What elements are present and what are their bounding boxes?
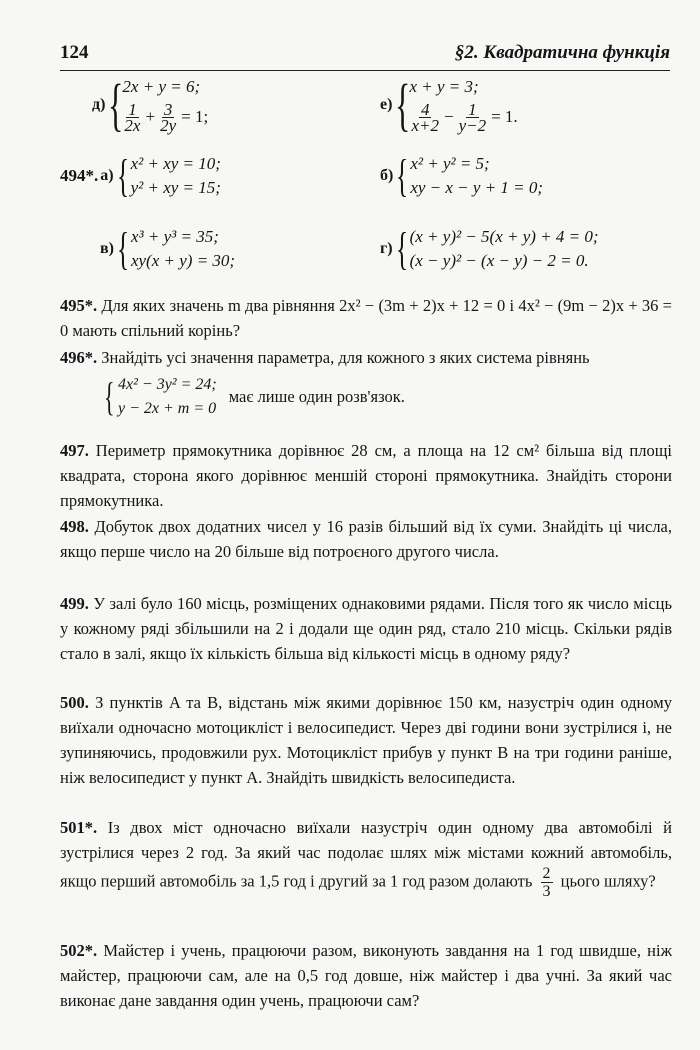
system-e: е) { x + y = 3; $\frac{4}{x+2}$ − $\frac{1}{y-2}$ = 1. xyxy=(380,72,518,137)
section-title: §2. Квадратична функція xyxy=(454,42,670,63)
system-496: { 4x² − 3y² = 24; y − 2x + m = 0 має лише один розв'язок. xyxy=(104,374,405,419)
problem-498: 498. Добуток двох додатних чисел у 16 разів більший від їх суми. Знайдіть ці числа, якщо перше число на 20 більше від потроєного другого числа. xyxy=(60,517,672,561)
problem-499: 499. У залі було 160 місць, розміщених однаковими рядами. Після того як число місць у кожному ряді збільшили на 2 і додали ще один ряд, стало 210 місць. Скільки рядів стало в залі, якщо їх кількість більша від кількості місць в одному ряду? xyxy=(60,594,673,663)
page-header xyxy=(60,40,670,71)
problem-501: 501*. Із двох міст одночасно виїхали назустріч один одному два автомобілі й зустрілися через 2 год. За який час подолає шлях між містами кожний автомобіль, якщо перший автомобіль за 1,5 год і другий за 1 год разом долають $\frac{2}{3}$ цього шляху? xyxy=(60,818,673,900)
problem-502: 502*. Майстер і учень, працюючи разом, виконують завдання на 1 год швидше, ніж майстер, працюючи сам, але на 0,5 год довше, ніж майстер і два учні. За який час виконає дане завдання один учень, працюючи сам? xyxy=(60,941,672,1010)
problem-497: 497. Периметр прямокутника дорівнює 28 см, а площа на 12 см² більша від площі квадрата, сторона якого дорівнює меншій стороні прямокутника. Знайдіть сторони прямокутника. xyxy=(60,441,673,510)
problem-495: 495*. Для яких значень m два рівняння 2x² − (3m + 2)x + 12 = 0 і 4x² − (9m − 2)x + 36 = 0 мають спільний корінь? xyxy=(60,296,672,340)
system-494v: в) { x³ + y³ = 35; xy(x + y) = 30; xyxy=(100,223,236,274)
fraction-two-thirds: $\frac{2}{3}$ xyxy=(542,865,551,900)
system-d: д) { 2x + y = 6; $\frac{1}{2x}$ + $\frac{3}{2y}$ = 1; xyxy=(92,72,209,137)
problem-496: 496*. Знайдіть усі значення параметра, для кожного з яких система рівнянь xyxy=(60,348,590,367)
system-494g: г) { (x + y)² − 5(x + y) + 4 = 0; (x − y)² − (x − y) − 2 = 0. xyxy=(380,223,599,274)
problem-500: 500. З пунктів A та B, відстань між якими дорівнює 150 км, назустріч один одному виїхали одночасно мотоцикліст і велосипедист. Через дві години вони зустрілися і, не зупиняючись, продовжили рух. Мотоцикліст прибув у пункт B на три години раніше, ніж велосипедист у пункт A. Знайдіть швидкість велосипедиста. xyxy=(60,693,672,787)
page-number: 124 xyxy=(60,42,89,63)
system-494b: б) { x² + y² = 5; xy − x − y + 1 = 0; xyxy=(380,150,544,201)
system-494a: 494*. а) { x² + xy = 10; y² + xy = 15; xyxy=(60,150,221,201)
